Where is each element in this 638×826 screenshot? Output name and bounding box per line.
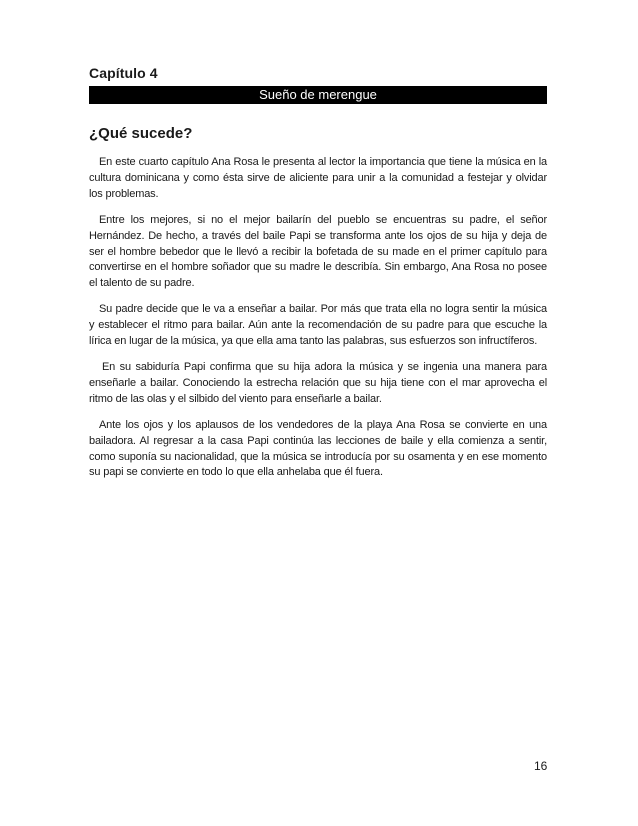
paragraph-3: Su padre decide que le va a enseñar a bailar. Por más que trata ella no logra sentir la música y establecer el ritmo para bailar. Aún ante la recomendación de su padre para que escuche la lírica en lugar de la música, ya que ella ama tanto las palabras, sus esfuerzos son infructíferos.: [89, 303, 547, 348]
body-text: [89, 155, 547, 491]
paragraph-2: Entre los mejores, si no el mejor bailarín del pueblo se encuentras su padre, el señor Hernández. De hecho, a través del baile Papi se transforma ante los ojos de su hija y deja de ser el hombre bebedor que le llevó a recibir la bofetada de su made en el primer capítulo para convertirse en el hombre soñador que su madre le describía. Sin embargo, Ana Rosa no posee el talento de su padre.: [89, 213, 547, 290]
section-heading: ¿Qué sucede?: [89, 125, 193, 142]
page-number: 16: [534, 759, 548, 773]
paragraph-4: En su sabiduría Papi confirma que su hija adora la música y se ingenia una manera para enseñarle a bailar. Conociendo la estrecha relación que su hija tiene con el mar aprovecha el ritmo de las olas y el silbido del viento para enseñarle a bailar.: [89, 360, 547, 405]
paragraph-1: En este cuarto capítulo Ana Rosa le presenta al lector la importancia que tiene la música en la cultura dominicana y como ésta sirve de aliciente para unir a la comunidad a festejar y olvidar los problemas.: [89, 156, 547, 200]
chapter-title-bar: Sueño de merengue: [89, 86, 547, 104]
chapter-label: Capítulo 4: [89, 65, 158, 81]
paragraph-5: Ante los ojos y los aplausos de los vendedores de la playa Ana Rosa se convierte en una bailadora. Al regresar a la casa Papi continúa las lecciones de baile y ella comienza a sentir, como suponía su nacionalidad, que la música se introducía por su osamenta y en ese momento su papi se convierte en todo lo que ella anhelaba que él fuera.: [89, 418, 547, 479]
